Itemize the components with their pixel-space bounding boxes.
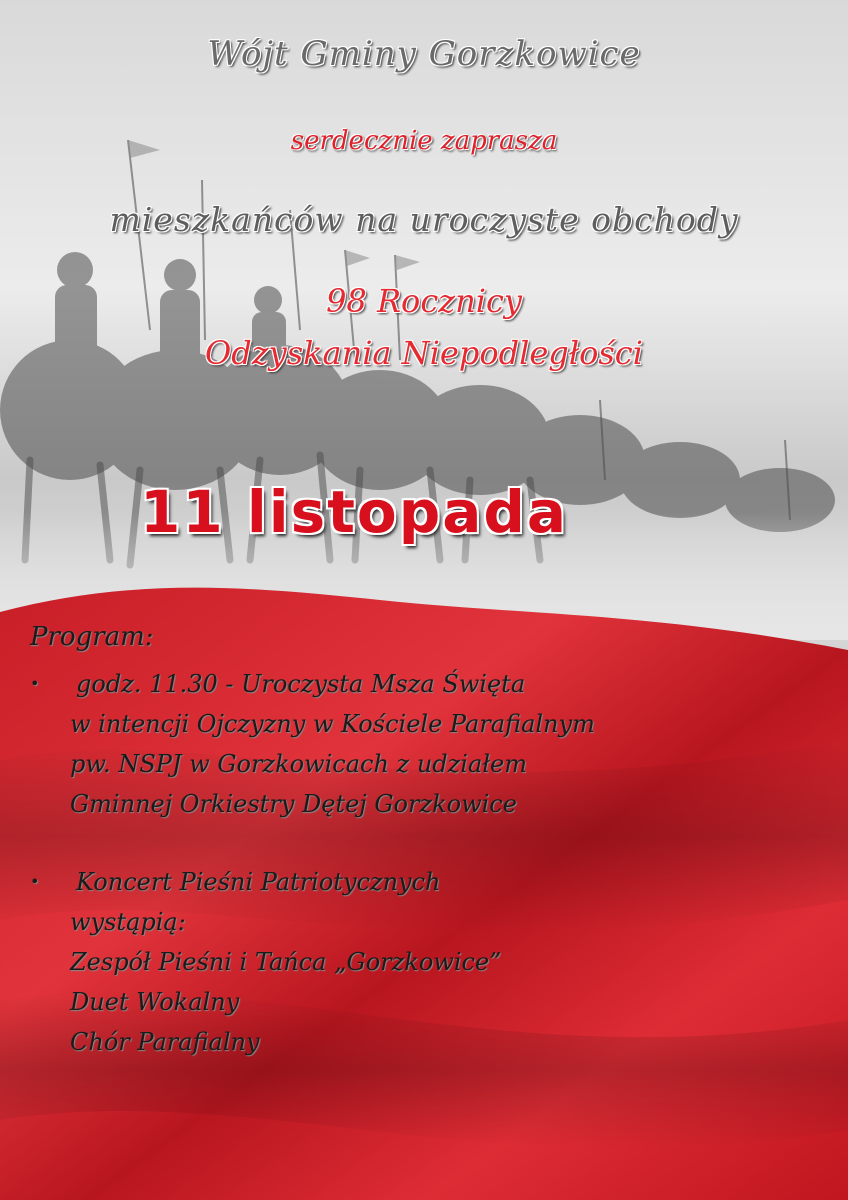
- program-line: pw. NSPJ w Gorzkowicach z udziałem: [70, 750, 528, 778]
- event-date: 11 listopada: [140, 478, 569, 546]
- organizer-heading: Wójt Gminy Gorzkowice: [207, 34, 641, 74]
- anniversary-line-2: Odzyskania Niepodległości: [205, 334, 643, 372]
- invitation-text: serdecznie zaprasza: [290, 126, 558, 156]
- program-line: Duet Wokalny: [70, 988, 240, 1016]
- program-line: Chór Parafialny: [70, 1028, 260, 1056]
- anniversary-line-1: 98 Rocznicy: [326, 282, 522, 320]
- program-section: [30, 622, 830, 1062]
- program-item-concert: [30, 862, 830, 1062]
- program-line: Gminnej Orkiestry Dętej Gorzkowice: [70, 790, 517, 818]
- program-line: Koncert Pieśni Patriotycznych: [76, 868, 441, 896]
- program-line: godz. 11.30 - Uroczysta Msza Święta: [76, 670, 526, 698]
- program-line: wystąpią:: [70, 908, 186, 936]
- program-heading: Program:: [30, 622, 154, 652]
- residents-text: mieszkańców na uroczyste obchody: [109, 200, 739, 239]
- bullet-icon: •: [30, 674, 40, 693]
- program-line: w intencji Ojczyzny w Kościele Parafialnym: [70, 710, 595, 738]
- program-item-mass: [30, 664, 830, 824]
- program-line: Zespół Pieśni i Tańca „Gorzkowice”: [70, 948, 502, 976]
- bullet-icon: •: [30, 872, 40, 891]
